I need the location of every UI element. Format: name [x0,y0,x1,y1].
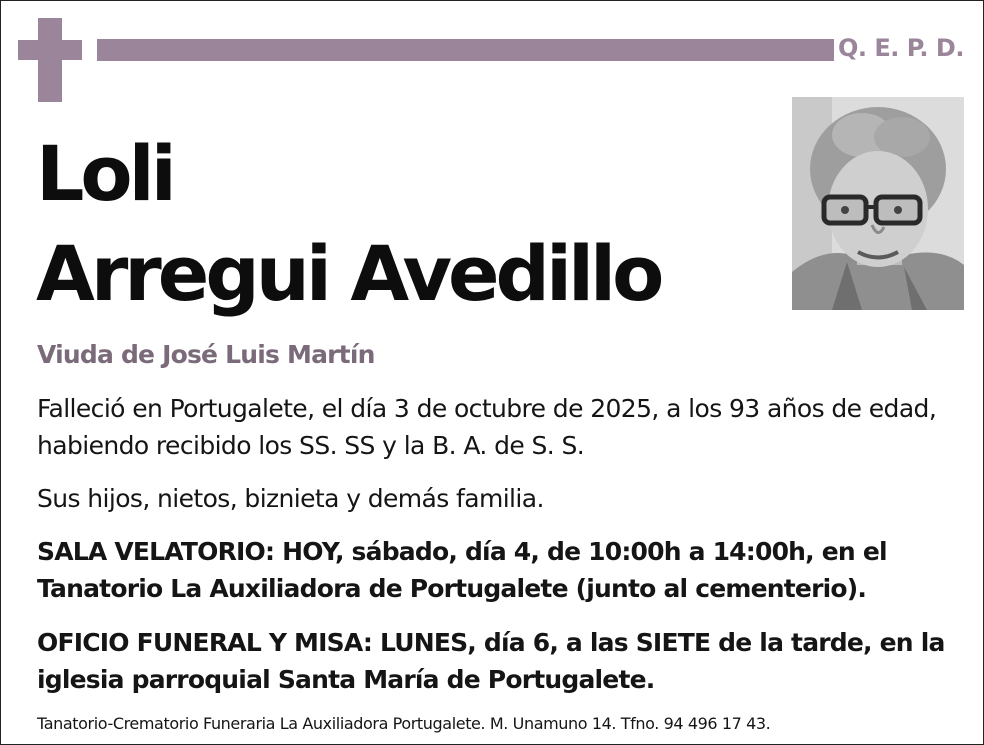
family-paragraph: Sus hijos, nietos, biznieta y demás familia. [37,484,544,513]
header-divider-bar [97,39,834,61]
deceased-surnames: Arregui Avedillo [36,229,661,318]
widow-of-line: Viuda de José Luis Martín [37,340,375,369]
death-notice-paragraph: Falleció en Portugalete, el día 3 de octubre de 2025, a los 93 años de edad, habiendo recibido los SS. SS y la B. A. de S. S. [37,394,937,460]
qepd-label: Q. E. P. D. [838,34,964,62]
funeral-home-footer: Tanatorio-Crematorio Funeraria La Auxiliadora Portugalete. M. Unamuno 14. Tfno. 94 496 17 43. [37,714,771,733]
deceased-first-name: Loli [36,129,173,218]
deceased-photo [792,97,964,310]
wake-room-paragraph: SALA VELATORIO: HOY, sábado, día 4, de 10:00h a 14:00h, en el Tanatorio La Auxiliadora de Portugalete (junto al cementerio). [37,537,887,603]
funeral-mass-paragraph: OFICIO FUNERAL Y MISA: LUNES, día 6, a las SIETE de la tarde, en la iglesia parroquial Santa María de Portugalete. [37,628,945,694]
cross-vertical-beam [38,18,62,102]
cross-horizontal-beam [18,40,82,60]
